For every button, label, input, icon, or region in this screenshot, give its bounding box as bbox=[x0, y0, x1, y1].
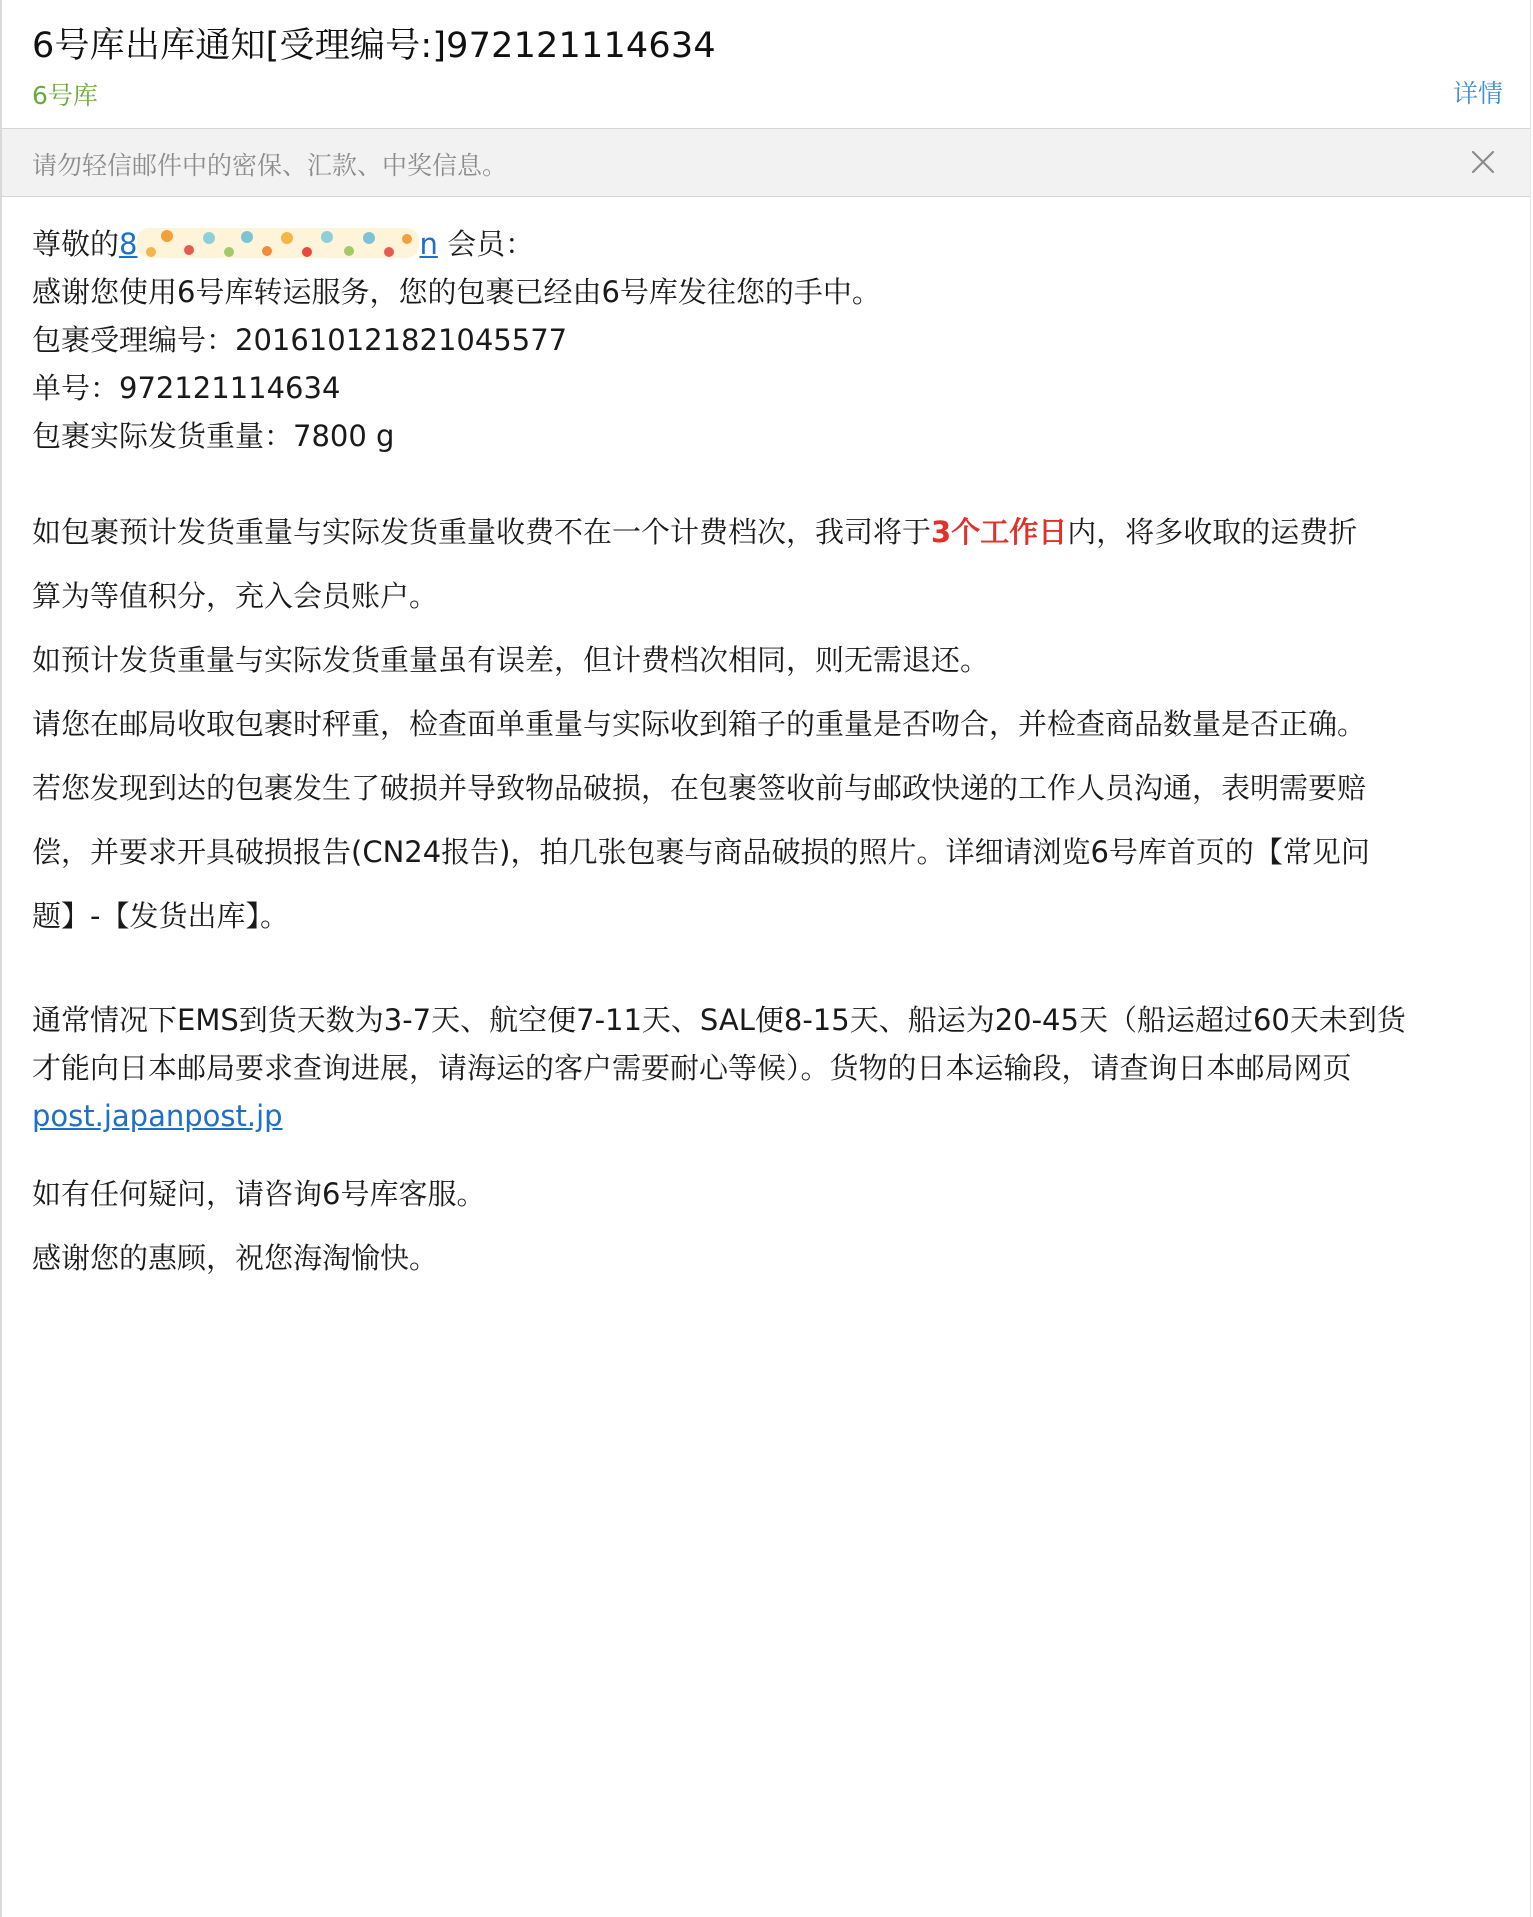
refund-paragraph-line2: 算为等值积分，充入会员账户。 bbox=[32, 579, 439, 613]
email-visible-start: 8 bbox=[119, 227, 138, 261]
greeting-line bbox=[32, 220, 1512, 268]
thanks-line: 感谢您使用6号库转运服务，您的包裹已经由6号库发往您的手中。 bbox=[32, 275, 881, 309]
refund-paragraph-line1 bbox=[32, 500, 1512, 564]
working-days-highlight: 3个工作日 bbox=[931, 515, 1068, 549]
tracking-number: 单号：972121114634 bbox=[32, 371, 341, 405]
same-tier-paragraph: 如预计发货重量与实际发货重量虽有误差，但计费档次相同，则无需退还。 bbox=[32, 643, 990, 677]
damage-paragraph-line3: 题】-【发货出库】。 bbox=[32, 899, 289, 933]
refund-text-part2: 内，将多收取的运费折 bbox=[1067, 515, 1358, 549]
security-warning-bar bbox=[2, 129, 1530, 197]
weigh-check-paragraph: 请您在邮局收取包裹时秤重，检查面单重量与实际收到箱子的重量是否吻合，并检查商品数量是否正确。 bbox=[32, 707, 1367, 741]
security-warning-text: 请勿轻信邮件中的密保、汇款、中奖信息。 bbox=[32, 151, 508, 180]
delivery-time-line1: 通常情况下EMS到货天数为3-7天、航空便7-11天、SAL便8-15天、船运为20-45天（船运超过60天未到货 bbox=[32, 1003, 1406, 1037]
greeting-prefix: 尊敬的 bbox=[32, 227, 120, 261]
member-email-link[interactable] bbox=[119, 227, 438, 261]
mail-header bbox=[2, 0, 1530, 129]
thank-you-line: 感谢您的惠顾，祝您海淘愉快。 bbox=[32, 1241, 439, 1275]
actual-weight: 包裹实际发货重量：7800 g bbox=[32, 419, 395, 453]
details-link[interactable]: 详情 bbox=[1452, 79, 1503, 108]
japanpost-link[interactable]: post.japanpost.jp bbox=[32, 1099, 283, 1133]
damage-paragraph-line2: 偿，并要求开具破损报告(CN24报告)，拍几张包裹与商品破损的照片。详细请浏览6号库首页的【常见问 bbox=[32, 835, 1370, 869]
mail-subject: 6号库出库通知[受理编号:]972121114634 bbox=[32, 26, 716, 66]
email-redaction-mask bbox=[137, 226, 419, 260]
damage-paragraph-line1: 若您发现到达的包裹发生了破损并导致物品破损，在包裹签收前与邮政快递的工作人员沟通，表明需要赔 bbox=[32, 771, 1367, 805]
email-visible-end: n bbox=[419, 227, 438, 261]
greeting-suffix: 会员： bbox=[437, 227, 535, 261]
acceptance-number: 包裹受理编号：201610121821045577 bbox=[32, 323, 568, 357]
close-icon[interactable] bbox=[1470, 149, 1496, 175]
contact-line: 如有任何疑问，请咨询6号库客服。 bbox=[32, 1177, 486, 1211]
mail-body bbox=[32, 220, 1512, 1290]
delivery-time-line2: 才能向日本邮局要求查询进展，请海运的客户需要耐心等候）。货物的日本运输段，请查询日本邮局网页 bbox=[32, 1051, 1352, 1085]
mail-sender[interactable]: 6号库 bbox=[32, 81, 98, 110]
refund-text-part1: 如包裹预计发货重量与实际发货重量收费不在一个计费档次，我司将于 bbox=[32, 515, 932, 549]
